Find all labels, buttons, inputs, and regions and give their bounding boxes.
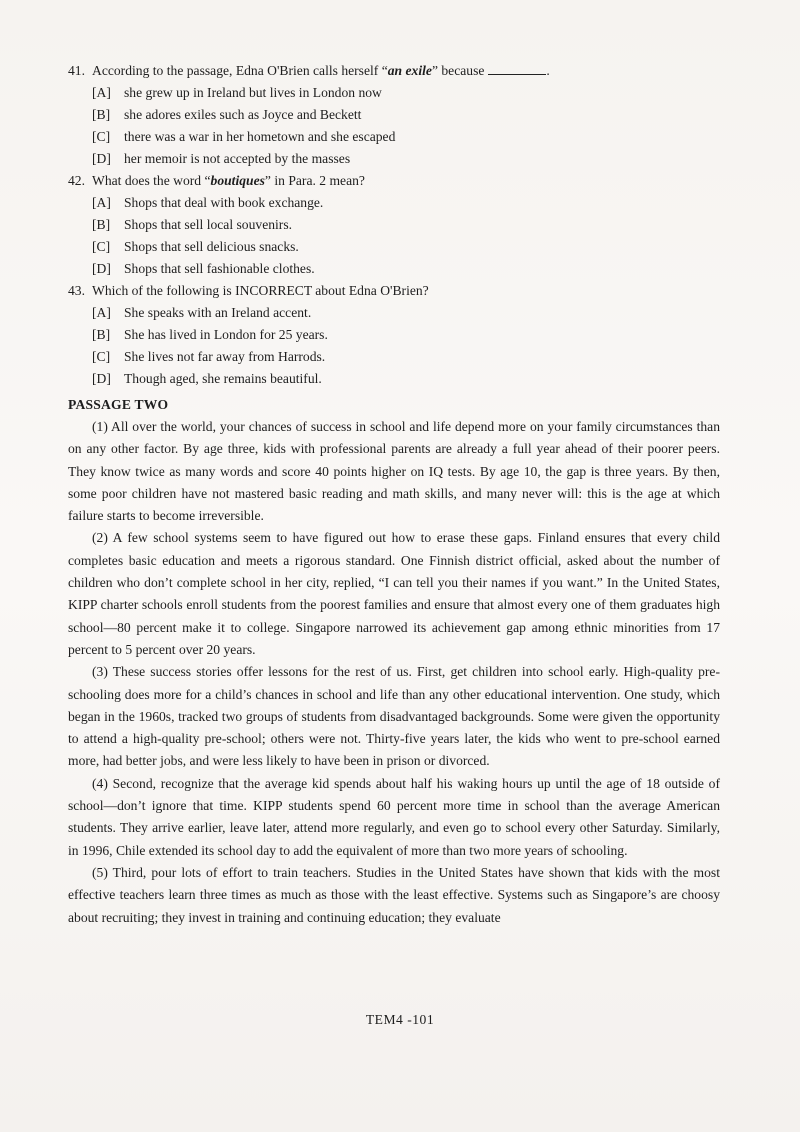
option bbox=[92, 368, 720, 390]
question-text: Which of the following is INCORRECT about Edna O'Brien? bbox=[92, 283, 429, 298]
option-letter: [B] bbox=[92, 217, 111, 232]
passage-title: PASSAGE TWO bbox=[68, 397, 169, 412]
option-text: Shops that deal with book exchange. bbox=[124, 195, 324, 210]
question-43 bbox=[68, 280, 720, 390]
question-41 bbox=[68, 60, 720, 170]
question-text bbox=[92, 170, 365, 192]
passage-paragraph: (2) A few school systems seem to have figured out how to erase these gaps. Finland ensures that every child completes basic education and meets a rigorous standard. One Finnish district official, asked about the number of children who don’t complete school in her city, replied, “I can tell you their names if you want.” In the United States, KIPP charter schools enroll students from the poorest families and ensure that almost every one of them graduates high school—80 percent make it to college. Singapore narrowed its achievement gap among ethnic minorities from 17 percent to 5 percent over 20 years. bbox=[68, 530, 720, 657]
option-text: She lives not far away from Harrods. bbox=[124, 349, 326, 364]
answer-blank bbox=[488, 62, 546, 75]
option-text: Shops that sell local souvenirs. bbox=[124, 217, 293, 232]
option-letter: [A] bbox=[92, 195, 111, 210]
option-letter: [C] bbox=[92, 349, 111, 364]
option-letter: [B] bbox=[92, 327, 111, 342]
option-text: Shops that sell fashionable clothes. bbox=[124, 261, 315, 276]
passage-paragraph: (3) These success stories offer lessons for the rest of us. First, get children into school early. High-quality pre-schooling does more for a child’s chances in school and life than any other educational intervention. One study, which began in the 1960s, tracked two groups of students from disadvantaged backgrounds. Some were given the opportunity to attend a high-quality pre-school; others were not. Thirty-five years later, the kids who went to pre-school earned more, had better jobs, and were less likely to have been in prison or divorced. bbox=[68, 664, 720, 769]
option bbox=[92, 148, 720, 170]
option-text: there was a war in her hometown and she escaped bbox=[124, 129, 396, 144]
option bbox=[92, 126, 720, 148]
option-letter: [D] bbox=[92, 151, 111, 166]
option bbox=[92, 82, 720, 104]
option-letter: [A] bbox=[92, 305, 111, 320]
option-letter: [B] bbox=[92, 107, 111, 122]
option bbox=[92, 302, 720, 324]
option bbox=[92, 192, 720, 214]
option bbox=[92, 236, 720, 258]
option bbox=[92, 214, 720, 236]
option-text: she adores exiles such as Joyce and Beckett bbox=[124, 107, 362, 122]
question-number: 42. bbox=[68, 173, 85, 188]
stem-text: ” because bbox=[431, 63, 485, 78]
option-text: she grew up in Ireland but lives in London now bbox=[124, 85, 382, 100]
question-stem bbox=[68, 60, 720, 82]
option-text: Shops that sell delicious snacks. bbox=[124, 239, 299, 254]
stem-keyword: an exile bbox=[387, 63, 432, 78]
stem-text: . bbox=[546, 63, 550, 78]
page-footer: TEM4 -101 bbox=[365, 1012, 435, 1027]
option bbox=[92, 346, 720, 368]
stem-keyword: boutiques bbox=[210, 173, 265, 188]
option-text: She speaks with an Ireland accent. bbox=[124, 305, 312, 320]
option-letter: [C] bbox=[92, 239, 111, 254]
option-text: her memoir is not accepted by the masses bbox=[124, 151, 351, 166]
option-letter: [C] bbox=[92, 129, 111, 144]
passage-paragraph: (1) All over the world, your chances of success in school and life depend more on your family circumstances than on any other factor. By age three, kids with professional parents are already a full year ahead of their poorer peers. They know twice as many words and score 40 points higher on IQ tests. By age 10, the gap is three years. By then, some poor children have not mastered basic reading and math skills, and many never will: this is the age at which failure starts to become irreversible. bbox=[68, 419, 720, 524]
option-letter: [D] bbox=[92, 371, 111, 386]
option-text: Though aged, she remains beautiful. bbox=[124, 371, 322, 386]
option bbox=[92, 104, 720, 126]
question-text bbox=[92, 60, 550, 82]
question-stem bbox=[68, 280, 720, 302]
stem-text: According to the passage, Edna O'Brien calls herself “ bbox=[92, 63, 388, 78]
question-number: 41. bbox=[68, 63, 85, 78]
option-text: She has lived in London for 25 years. bbox=[124, 327, 328, 342]
passage-paragraph: (5) Third, pour lots of effort to train teachers. Studies in the United States have shown that kids with the most effective teachers learn three times as much as those with the least effective. Systems such as Singapore’s are choosy about recruiting; they invest in training and continuing education; they evaluate bbox=[68, 864, 720, 925]
question-42 bbox=[68, 170, 720, 280]
passage-paragraph: (4) Second, recognize that the average kid spends about half his waking hours up until the age of 18 outside of school—don’t ignore that time. KIPP students spend 60 percent more time in school than the average American students. They arrive earlier, leave later, attend more regularly, and even go to school every other Saturday. Similarly, in 1996, Chile extended its school day to add the equivalent of more than two more years of schooling. bbox=[68, 775, 720, 858]
page-content bbox=[68, 60, 720, 929]
option bbox=[92, 258, 720, 280]
stem-text: What does the word “ bbox=[92, 173, 211, 188]
option bbox=[92, 324, 720, 346]
option-letter: [D] bbox=[92, 261, 111, 276]
option-letter: [A] bbox=[92, 85, 111, 100]
question-stem bbox=[68, 170, 720, 192]
stem-text: ” in Para. 2 mean? bbox=[264, 173, 365, 188]
question-number: 43. bbox=[68, 283, 85, 298]
